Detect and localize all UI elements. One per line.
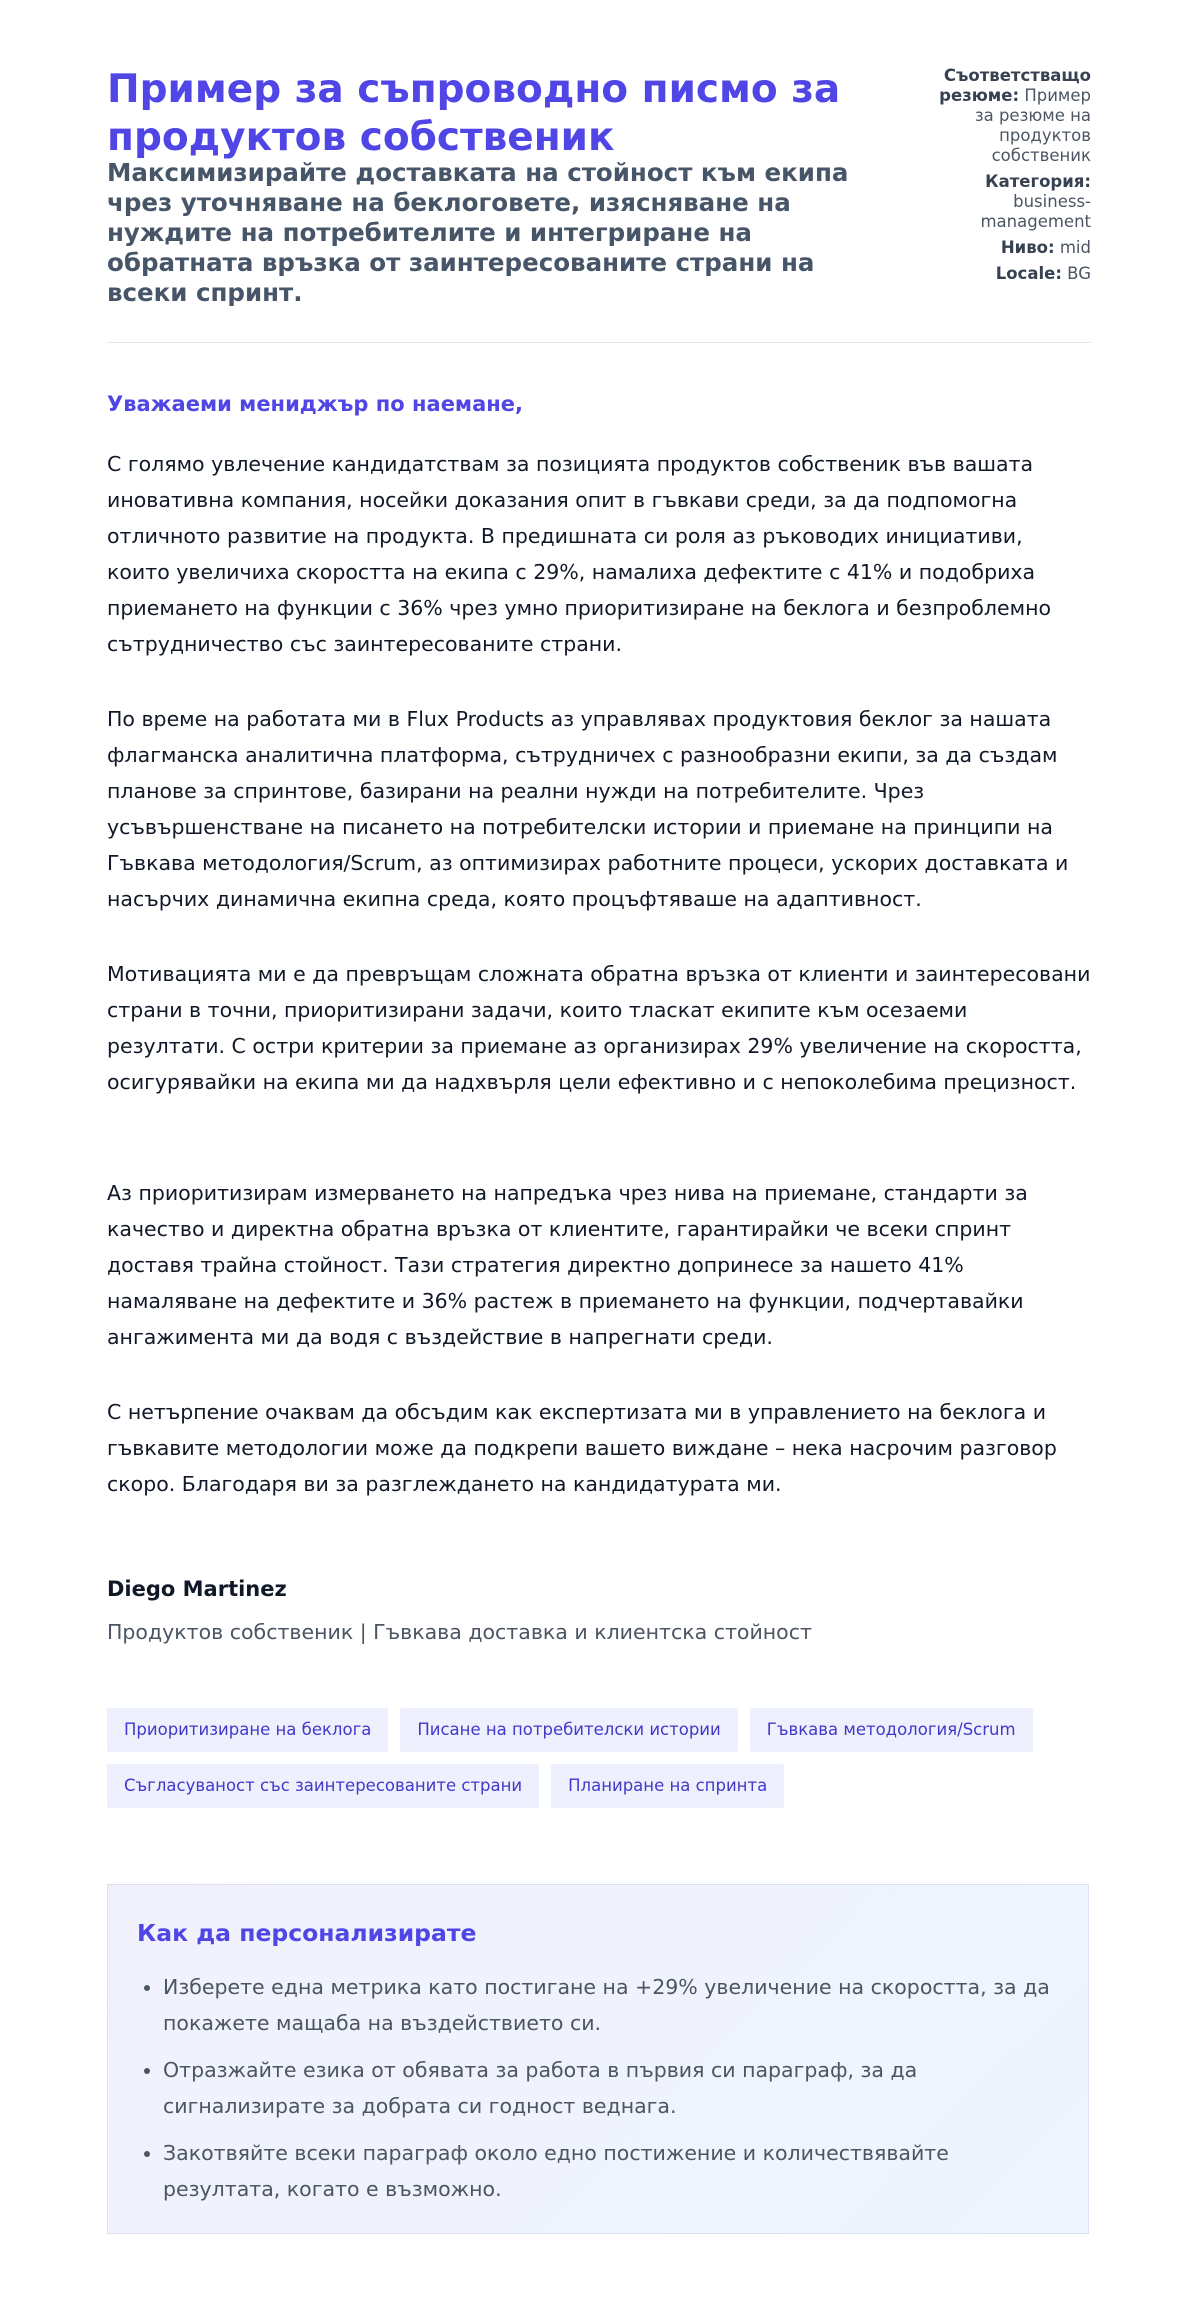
meta-category bbox=[921, 172, 1091, 232]
customization-tips-box bbox=[107, 1884, 1089, 2234]
skill-tag: Писане на потребителски истории bbox=[400, 1708, 737, 1752]
meta-key: Съответстващо резюме: bbox=[939, 66, 1091, 105]
letter-paragraph: Аз приоритизирам измерването на напредъка чрез нива на приемане, стандарти за качество и директна обратна връзка от клиентите, гарантирайки че всеки спринт доставя трайна стойност. Тази стратегия директно допринесе за нашето 41% намаляване на дефектите и 36% растеж в приемането на функции, подчертавайки ангажимента ми да водя с въздействие в напрегнати среди. bbox=[107, 1181, 1028, 1349]
meta-key: Locale: bbox=[995, 264, 1062, 283]
meta-value: BG bbox=[1067, 264, 1091, 283]
letter-header bbox=[107, 66, 1091, 343]
list-item: • Изберете една метрика като постигане на +29% увеличение на скоростта, за да покажете мащаба на въздействието си. bbox=[163, 1969, 1057, 2041]
letter-paragraph: Мотивацията ми е да превръщам сложната обратна връзка от клиенти и заинтересовани страни в точни, приоритизирани задачи, които тласкат екипите към осезаеми резултати. С остри критерии за приемане аз организирах 29% увеличение на скоростта, осигурявайки на екипа ми да надхвърля цели ефективно и с непоколебима прецизност. bbox=[107, 962, 1091, 1094]
tips-list bbox=[137, 1969, 1057, 2218]
page-title: Пример за съпроводно писмо за продуктов собственик bbox=[107, 67, 841, 160]
skill-tag: Съгласуваност със заинтересованите страни bbox=[107, 1764, 539, 1808]
skill-tag: Приоритизиране на беклога bbox=[107, 1708, 388, 1752]
letter-paragraph: По време на работата ми в Flux Products аз управлявах продуктовия беклог за нашата флагманска аналитична платформа, сътрудничех с разнообразни екипи, за да създам планове за спринтове, базирани на реални нужди на потребителите. Чрез усъвършенстване на писането на потребителски истории и приемане на принципи на Гъвкава методология/Scrum, аз оптимизирах работните процеси, ускорих доставката и насърчих динамична екипна среда, която процъфтяваше на адаптивност. bbox=[107, 707, 1069, 911]
meta-matching-resume bbox=[921, 66, 1091, 166]
meta-locale bbox=[921, 264, 1091, 284]
meta-value: Пример за резюме на продуктов собственик bbox=[974, 86, 1091, 165]
letter-greeting: Уважаеми мениджър по наемане, bbox=[107, 392, 524, 416]
tips-title: Как да персонализирате bbox=[137, 1919, 477, 1947]
skill-tag: Гъвкава методология/Scrum bbox=[750, 1708, 1033, 1752]
meta-key: Категория: bbox=[985, 172, 1091, 191]
letter-paragraph: С голямо увлечение кандидатствам за позицията продуктов собственик във вашата иновативна компания, носейки доказания опит в гъвкави среди, за да подпомогна отличното развитие на продукта. В предишната си роля аз ръководих инициативи, които увеличиха скоростта на екипа с 29%, намалиха дефектите с 41% и подобриха приемането на функции с 36% чрез умно приоритизиране на беклога и безпроблемно сътрудничество със заинтересованите страни. bbox=[107, 452, 1052, 656]
skill-tag: Планиране на спринта bbox=[551, 1764, 784, 1808]
skill-tags bbox=[107, 1708, 1091, 1808]
letter-paragraph: С нетърпение очаквам да обсъдим как експертизата ми в управлението на беклога и гъвкавите методологии може да подкрепи вашето виждане – нека насрочим разговор скоро. Благодаря ви за разглеждането на кандидатурата ми. bbox=[107, 1400, 1057, 1496]
metadata-panel bbox=[921, 66, 1091, 290]
meta-value: business-management bbox=[980, 192, 1091, 231]
list-item: • Отразжайте езика от обявата за работа в първия си параграф, за да сигнализирате за добрата си годност веднага. bbox=[163, 2052, 1057, 2124]
meta-key: Ниво: bbox=[1000, 238, 1055, 257]
signature-role: Продуктов собственик | Гъвкава доставка и клиентска стойност bbox=[107, 1620, 812, 1644]
meta-value: mid bbox=[1059, 238, 1091, 257]
list-item: • Закотвяйте всеки параграф около едно постижение и количествявайте резултата, когато е възможно. bbox=[163, 2135, 1057, 2207]
signature-name: Diego Martinez bbox=[107, 1577, 287, 1601]
page-subtitle: Максимизирайте доставката на стойност към екипа чрез уточняване на беклоговете, изясняване на нуждите на потребителите и интегриране на обратната връзка от заинтересованите страни на всеки спринт. bbox=[107, 158, 849, 307]
meta-level bbox=[921, 238, 1091, 258]
